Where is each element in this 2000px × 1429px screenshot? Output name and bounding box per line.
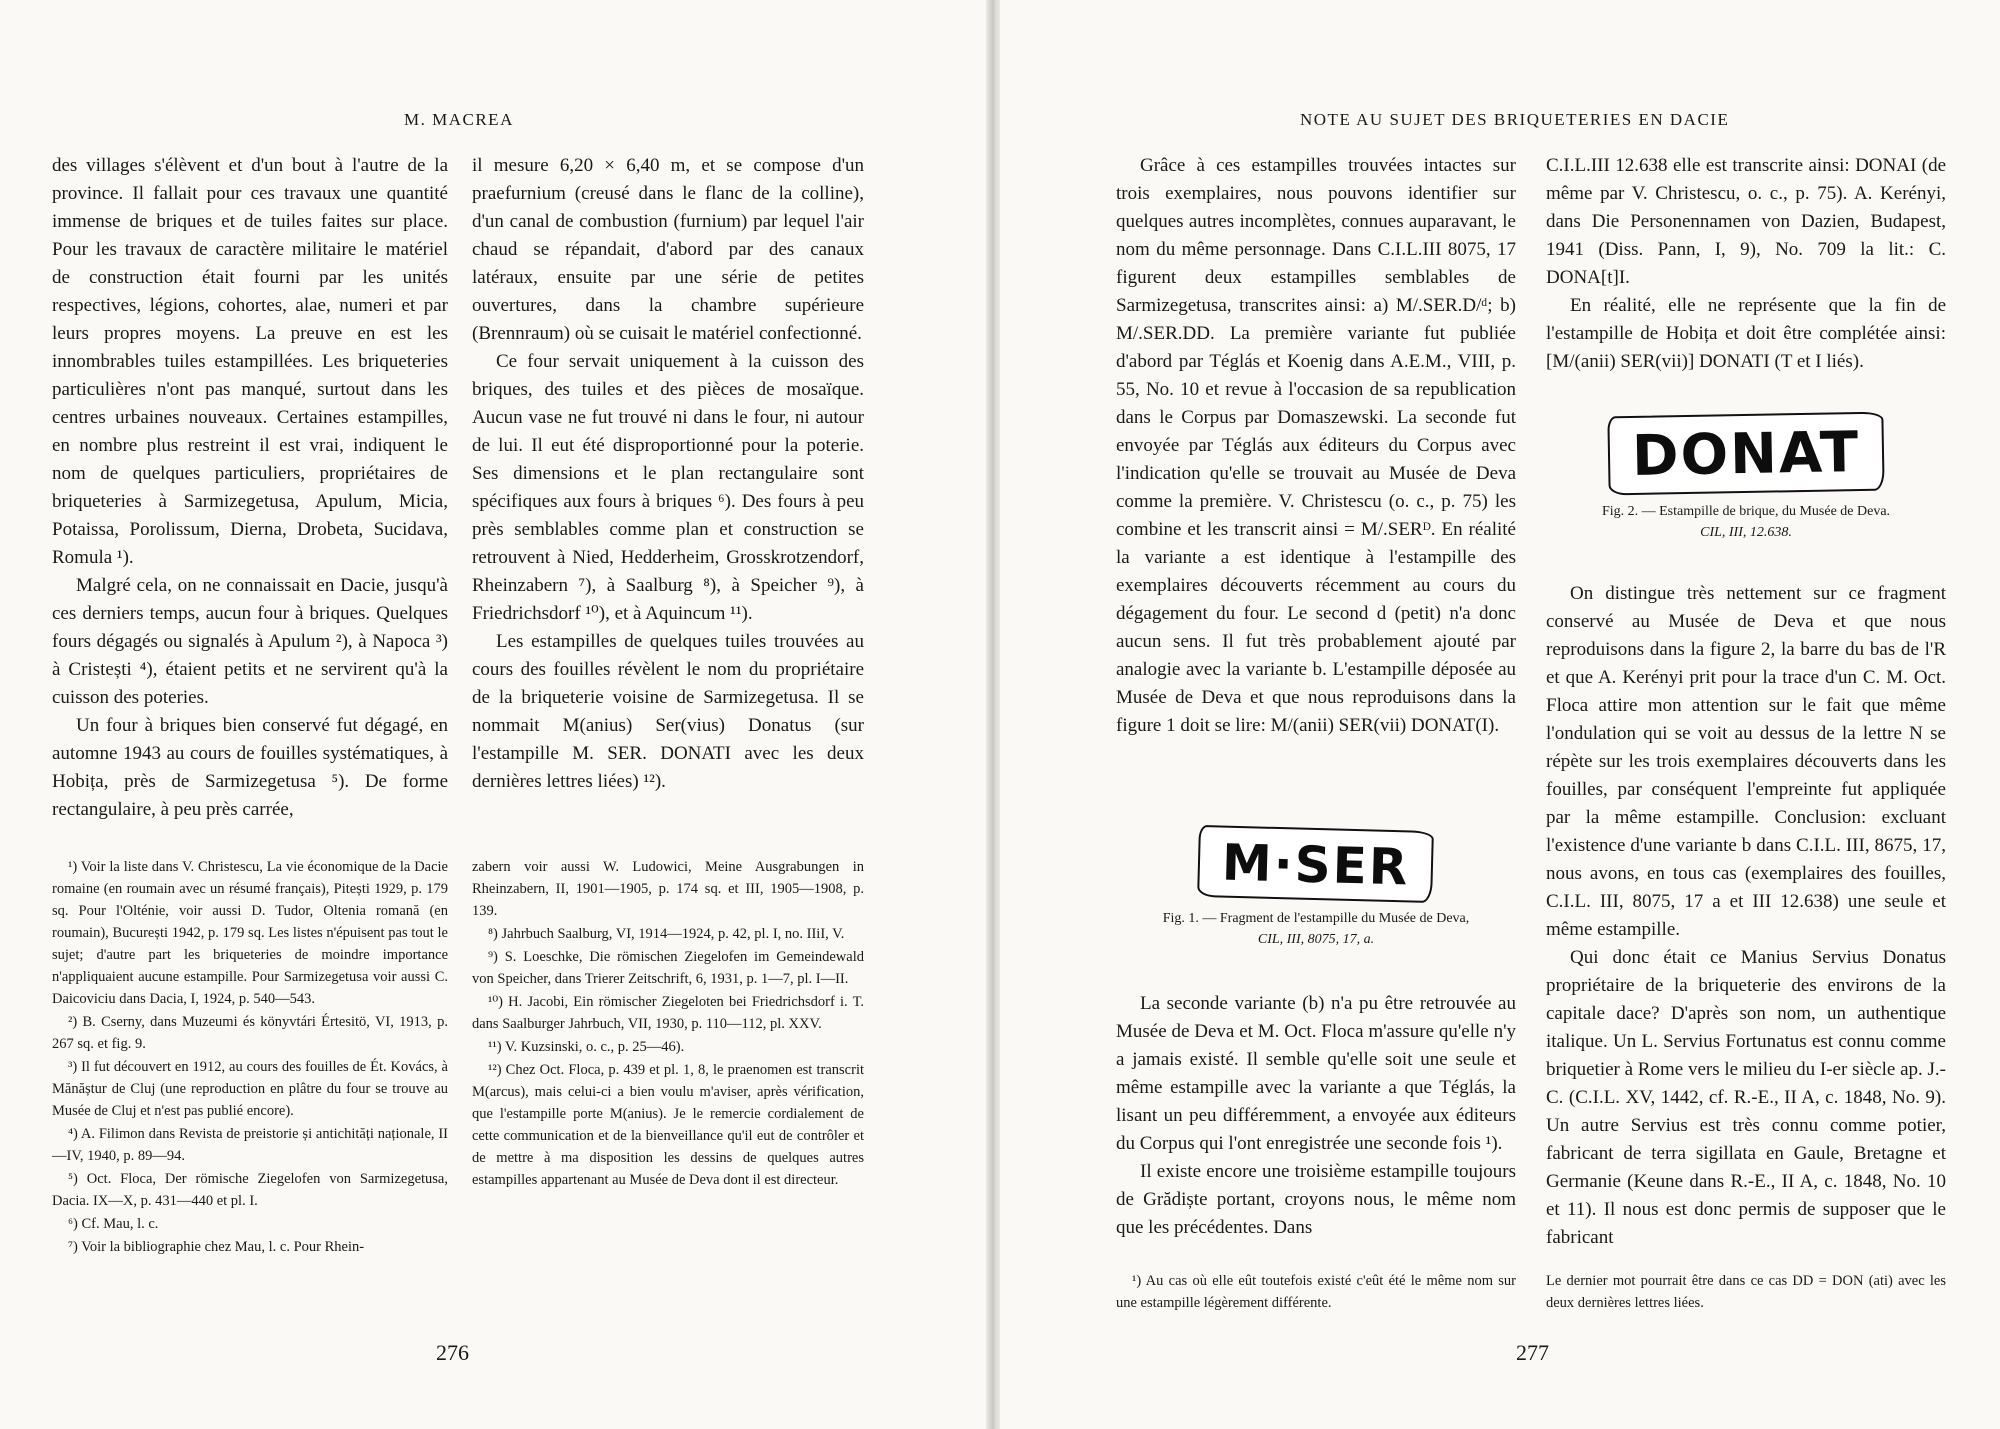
footnote: zabern voir aussi W. Ludowici, Meine Ausgrabungen in Rheinzabern, II, 1901—1905, p. 174 sq. et III, 1905—1908, p. 139. [472,859,864,919]
footnote: ³) Il fut découvert en 1912, au cours des fouilles de Ét. Kovács, à Mănăștur de Cluj (une reproduction en plâtre du four se trouve au Musée de Cluj et n'est pas publié encore). [52,1059,448,1119]
running-head-right: NOTE AU SUJET DES BRIQUETERIES EN DACIE [1300,110,1730,129]
footnote: ¹⁰) H. Jacobi, Ein römischer Ziegeloten bei Friedrichsdorf i. T. dans Saalburger Jahrbuch, VII, 1930, p. 110—112, pl. XXV. [472,994,864,1032]
left-col-2 [472,152,864,796]
caption-text: Fig. 1. — Fragment de l'estampille du Musée de Deva, [1162,911,1470,926]
paragraph: Un four à briques bien conservé fut dégagé, en automne 1943 au cours de fouilles systématiques, à Hobița, près de Sarmizegetusa ⁵). De forme rectangulaire, à peu près carrée, [52,715,448,820]
paragraph: Qui donc était ce Manius Servius Donatus propriétaire de la briqueterie des environs de la capitale dace? D'après son nom, un authentique italique. Un L. Servius Fortunatus est connu comme briquetier à Rome vers le milieu du I-er siècle ap. J.-C. (C.I.L. XV, 1442, cf. R.-E., II A, c. 1848, No. 9). Un autre Servius est très connu comme potier, fabricant de terra sigillata en Gaule, Bretagne et Germanie (Keune dans R.-E., II A, c. 1848, No. 10 et 11). Il nous est donc permis de supposer que le fabricant [1546,947,1946,1248]
stamp-image-2 [1607,412,1884,496]
footnotes-left-col-1 [52,856,448,1259]
footnote: ¹²) Chez Oct. Floca, p. 439 et pl. 1, 8, le praenomen est transcrit M(arcus), mais celui-ci a bien voulu m'aviser, après vérification, que l'estampille porte M(anius). Je le remercie cordialement de cette communication et de la bienveillance qu'il eut de contrôler et de mettre à ma disposition les dessins de quelques autres estampilles appartenant au Musée de Deva dont il est directeur. [472,1062,864,1188]
figure-2 [1546,414,1946,543]
paragraph: des villages s'élèvent et d'un bout à l'autre de la province. Il fallait pour ces travaux une quantité immense de briques et de tuiles faites sur place. Pour les travaux de caractère militaire le matériel de construction était fourni par les unités respectives, légions, cohortes, alae, numeri et par leurs propres moyens. La preuve en est les innombrables tuiles estampillées. Les briqueteries particulières n'ont pas manqué, surtout dans les centres urbaines nouveaux. Certaines estampilles, en nombre plus restreint il est vrai, indiquent le nom de quelques particuliers, propriétaires de briqueteries à Sarmizegetusa, Apulum, Micia, Potaissa, Porolissum, Dierna, Drobeta, Sucidava, Romula ¹). [52,155,448,568]
paragraph: La seconde variante (b) n'a pu être retrouvée au Musée de Deva et M. Oct. Floca m'assure qu'elle n'y a jamais existé. Il semble qu'elle soit une seule et même estampille avec la variante a que Téglás, la lisant un peu différemment, a envoyée aux éditeurs du Corpus qui l'ont enregistrée une seconde fois ¹). [1116,993,1516,1154]
left-col-1 [52,152,448,824]
footnote: ⁹) S. Loeschke, Die römischen Ziegelofen im Gemeindewald von Speicher, dans Trierer Zeitschrift, 6, 1931, p. 1—7, pl. I—II. [472,949,864,987]
footnote: ²) B. Cserny, dans Muzeumi és könyvtári Értesitö, VI, 1913, p. 267 sq. et fig. 9. [52,1014,448,1052]
right-col-2-bottom [1546,580,1946,1252]
footnote: ⁷) Voir la bibliographie chez Mau, l. c. Pour Rhein- [68,1239,365,1255]
figure-1-caption [1116,908,1516,950]
footnote: ¹) Au cas où elle eût toutefois existé c'eût été le même nom sur une estampille légèrement différente. [1116,1273,1516,1311]
caption-source: CIL, III, 8075, 17, a. [1257,932,1375,947]
footnote-right-col-1 [1116,1270,1516,1315]
paragraph: Malgré cela, on ne connaissait en Dacie, jusqu'à ces derniers temps, aucun four à briques. Quelques fours dégagés ou signalés à Apulum ²), à Napoca ³) à Cristești ⁴), étaient petits et ne servirent qu'à la cuisson des poteries. [52,575,448,708]
right-page [1000,0,2000,1429]
page-number-left: 276 [436,1340,469,1365]
stamp-text-1: M·SER [1221,833,1411,897]
figure-1 [1116,828,1516,950]
caption-text: Fig. 2. — Estampille de brique, du Musée de Deva. [1601,504,1891,519]
right-col-1-top [1116,152,1516,740]
paragraph: Il existe encore une troisième estampille toujours de Grădiște portant, croyons nous, le même nom que les précédentes. Dans [1116,1161,1516,1238]
page-number-right: 277 [1516,1340,1549,1365]
right-col-2-top [1546,152,1946,376]
paragraph: Ce four servait uniquement à la cuisson des briques, des tuiles et des pièces de mosaïque. Aucun vase ne fut trouvé ni dans le four, ni autour de lui. Il eut été disproportionné pour la poterie. Ses dimensions et le plan rectangulaire sont spécifiques aux fours à briques ⁶). Des fours à peu près semblables comme plan et construction se retrouvent à Nied, Hedderheim, Grosskrotzendorf, Rheinzabern ⁷), à Saalburg ⁸), à Speicher ⁹), à Friedrichsdorf ¹⁰), et à Aquincum ¹¹). [472,351,864,624]
footnote: ¹) Voir la liste dans V. Christescu, La vie économique de la Dacie romaine (en roumain avec un résumé français), Pitești 1929, p. 179 sq. Pour l'Olténie, voir aussi D. Tudor, Oltenia romană (en roumain), București 1942, p. 179 sq. Les listes n'épuisent pas tout le sujet; d'autre part les briqueteries de moindre importance n'appliquaient aucune estampille. Pour Sarmizegetusa voir aussi C. Daicoviciu dans Dacia, I, 1924, p. 540—543. [52,859,448,1007]
footnote-right-col-2 [1546,1270,1946,1315]
caption-source: CIL, III, 12.638. [1700,525,1792,540]
left-page [0,0,990,1429]
footnotes-left-col-2 [472,856,864,1192]
running-head-left: M. MACREA [404,110,514,129]
footnote: Le dernier mot pourrait être dans ce cas DD = DON (ati) avec les deux dernières lettres liées. [1546,1273,1946,1311]
paragraph: il mesure 6,20 × 6,40 m, et se compose d'un praefurnium (creusé dans le flanc de la colline), d'un canal de combustion (furnium) par lequel l'air chaud se répandait, d'abord par des canaux latéraux, ensuite par une série de petites ouvertures, dans la chambre supérieure (Brennraum) où se cuisait le matériel confectionné. [472,155,864,344]
footnote: ¹¹) V. Kuzsinski, o. c., p. 25—46). [488,1039,685,1055]
stamp-text-2: DONAT [1631,420,1861,489]
figure-2-caption [1546,501,1946,543]
paragraph: On distingue très nettement sur ce fragment conservé au Musée de Deva et que nous reproduisons dans la figure 2, la barre du bas de l'R et que A. Kerényi prit pour la trace d'un C. M. Oct. Floca attire mon attention sur le fait que même l'ondulation qui se voit au dessus de la lettre N se répète sur les trois exemplaires découverts dans les fouilles, par conséquent l'empreinte fut appliquée par la même estampille. Conclusion: excluant l'existence d'une variante b dans C.I.L. III, 8675, 17, nous avons, en tous cas (exemplaires des fouilles, C.I.L. III, 8075, 17 a et III 12.638) une seule et même estampille. [1546,583,1946,940]
paragraph: C.I.L.III 12.638 elle est transcrite ainsi: DONAI (de même par V. Christescu, o. c., p. 75). A. Kerényi, dans Die Personennamen von Dazien, Budapest, 1941 (Diss. Pann, I, 9), No. 709 la lit.: C. DONA[t]I. [1546,155,1946,288]
footnote: ⁴) A. Filimon dans Revista de preistorie și antichități naționale, II—IV, 1940, p. 89—94. [52,1126,448,1164]
footnote: ⁸) Jahrbuch Saalburg, VI, 1914—1924, p. 42, pl. I, no. IIiI, V. [488,926,845,942]
paragraph: Grâce à ces estampilles trouvées intactes sur trois exemplaires, nous pouvons identifier sur quelques autres incomplètes, connues auparavant, le nom du même personnage. Dans C.I.L.III 8075, 17 figurent deux estampilles semblables de Sarmizegetusa, transcrites ainsi: a) M/.SER.D/ᵈ; b) M/.SER.DD. La première variante fut publiée d'abord par Téglás et Koenig dans A.E.M., VIII, p. 55, No. 10 et revue à l'occasion de sa republication dans le Corpus par Domaszewski. La seconde fut envoyée par Téglás aux éditeurs du Corpus avec l'indication qu'elle se trouvait au Musée de Deva comme la première. V. Christescu (o. c., p. 75) les combine et les transcrit ainsi = M/.SERᴰ. En réalité la variante a est identique à l'estampille des exemplaires découverts récemment au cours du dégagement du four. Le second d (petit) n'a donc aucun sens. Il fut très probablement ajouté par analogie avec la variante b. L'estampille déposée au Musée de Deva et que nous reproduisons dans la figure 1 doit se lire: M/(anii) SER(vii) DONAT(I). [1116,155,1516,736]
paragraph: Les estampilles de quelques tuiles trouvées au cours des fouilles révèlent le nom du propriétaire de la briqueterie voisine de Sarmizegetusa. Il se nommait M(anius) Ser(vius) Donatus (sur l'estampille M. SER. DONATI avec les deux dernières lettres liées) ¹²). [472,631,864,792]
stamp-image-1 [1197,825,1434,903]
footnote: ⁶) Cf. Mau, l. c. [68,1216,159,1232]
footnote: ⁵) Oct. Floca, Der römische Ziegelofen von Sarmizegetusa, Dacia. IX—X, p. 431—440 et pl. I. [52,1171,448,1209]
paragraph: En réalité, elle ne représente que la fin de l'estampille de Hobița et doit être complétée ainsi: [M/(anii) SER(vii)] DONATI (T et I liés). [1546,295,1946,372]
right-col-1-bottom [1116,990,1516,1242]
